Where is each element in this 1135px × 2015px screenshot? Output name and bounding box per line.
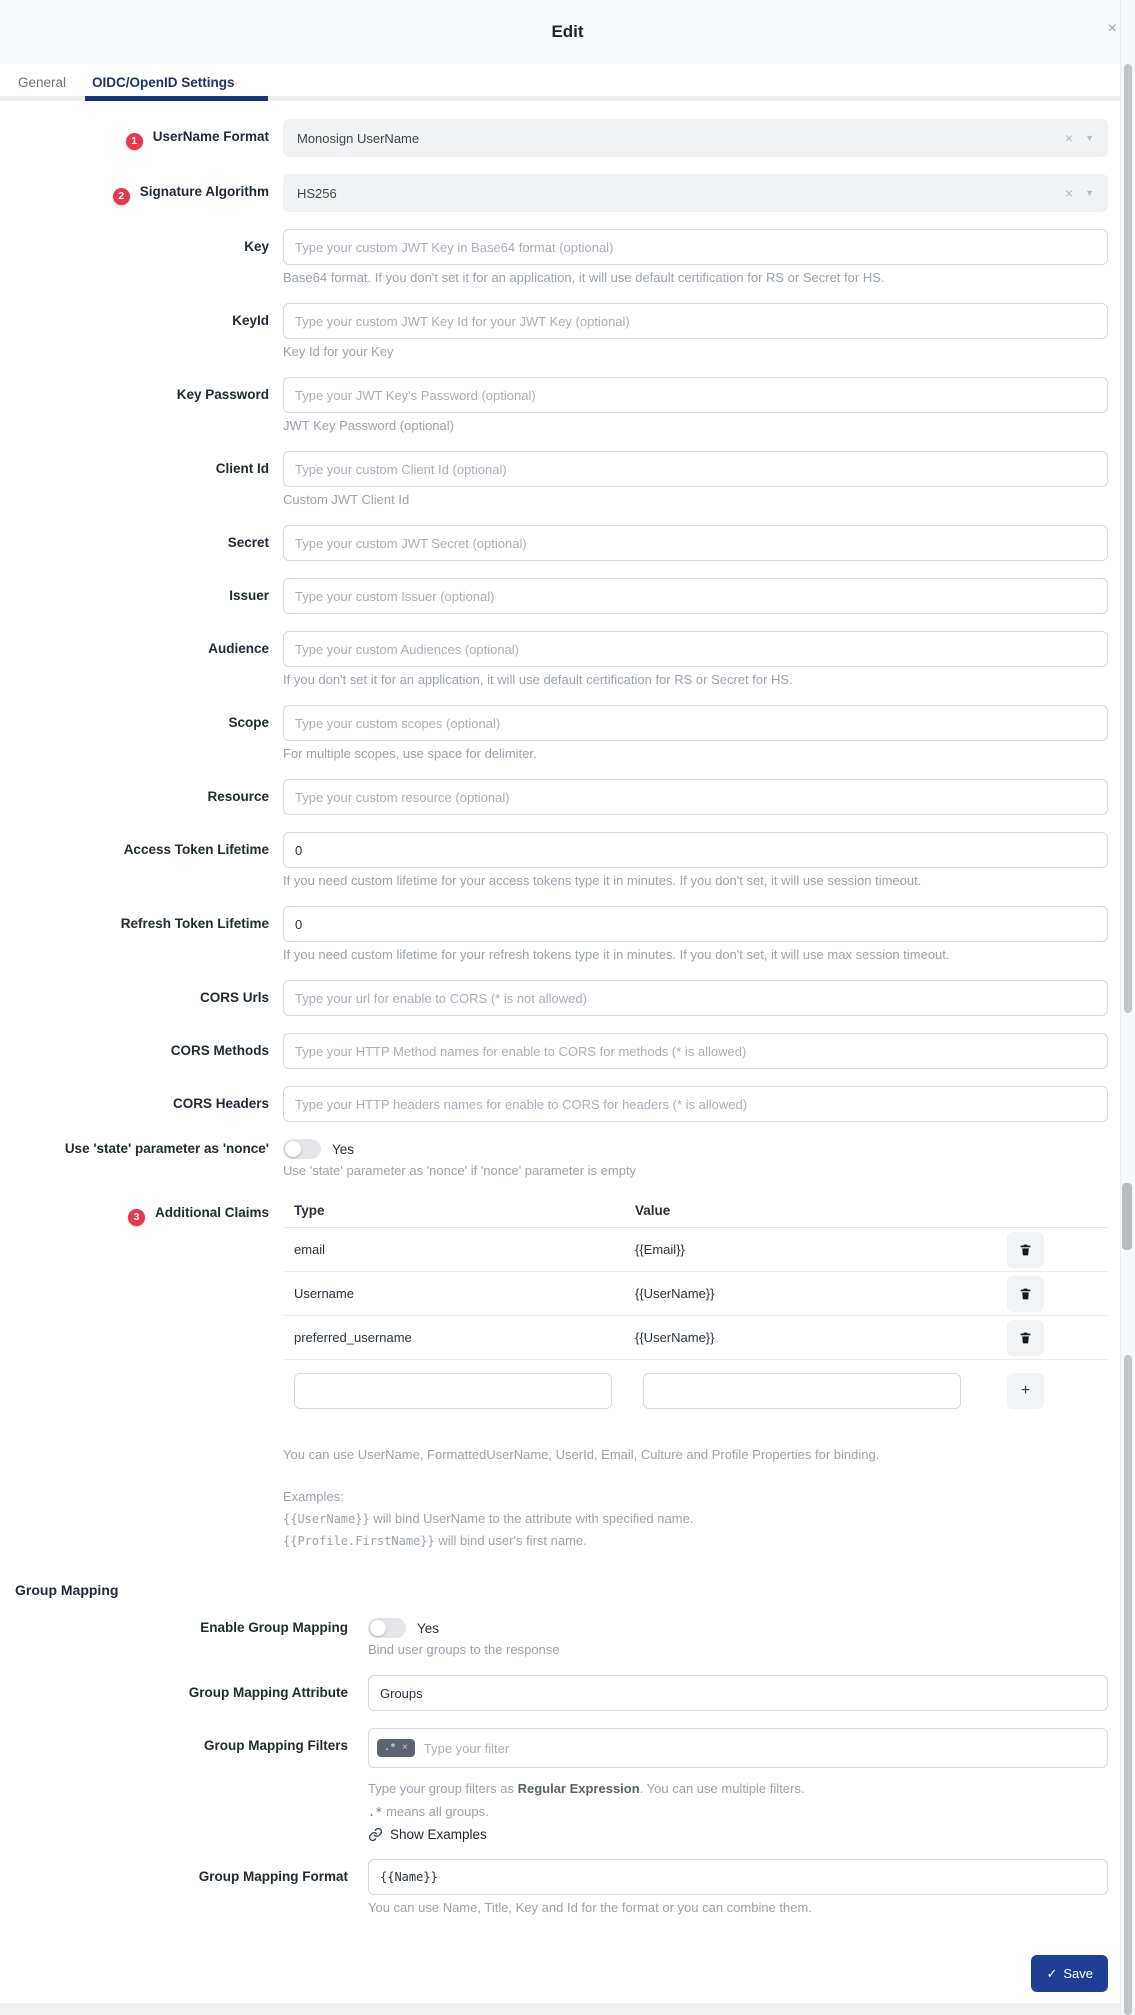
- signature-algorithm-label: 2 Signature Algorithm: [0, 174, 283, 202]
- issuer-input[interactable]: [283, 578, 1108, 614]
- client-id-help: Custom JWT Client Id: [283, 492, 410, 507]
- scrollbar-track[interactable]: [1120, 0, 1135, 2015]
- claim-value: {{UserName}}: [635, 1286, 715, 1301]
- step-badge-1: 1: [126, 133, 143, 150]
- claims-examples: [283, 1486, 1108, 1552]
- keyid-label: KeyId: [232, 313, 269, 328]
- check-icon: ✓: [1046, 1965, 1058, 1981]
- delete-claim-button[interactable]: [1007, 1232, 1044, 1268]
- scope-help: For multiple scopes, use space for delimiter.: [283, 746, 537, 761]
- claims-header-row: [283, 1203, 1108, 1228]
- group-mapping-attribute-label: Group Mapping Attribute: [188, 1685, 348, 1700]
- claim-type: preferred_username: [294, 1330, 412, 1345]
- link-icon: [368, 1827, 383, 1842]
- audience-input[interactable]: [283, 631, 1108, 667]
- client-id-label: Client Id: [215, 461, 269, 476]
- delete-claim-button[interactable]: [1007, 1320, 1044, 1356]
- client-id-input[interactable]: [283, 451, 1108, 487]
- refresh-token-lifetime-help: If you need custom lifetime for your refresh tokens type it in minutes. If you don't set, it will use max session timeout.: [283, 947, 950, 962]
- modal-header: [0, 0, 1135, 64]
- scope-input[interactable]: [283, 705, 1108, 741]
- audience-help: If you don't set it for an application, it will use default certification for RS or Secret for HS.: [283, 672, 793, 687]
- key-password-help: JWT Key Password (optional): [283, 418, 454, 433]
- username-format-value: Monosign UserName: [297, 130, 420, 146]
- refresh-token-lifetime-input[interactable]: [283, 906, 1108, 942]
- claims-col-type: Type: [294, 1203, 325, 1218]
- group-mapping-format-help: You can use Name, Title, Key and Id for the format or you can combine them.: [368, 1900, 812, 1915]
- filters-help: Type your group filters as Regular Expression. You can use multiple filters. .* means all groups.: [368, 1781, 805, 1819]
- claims-example-line: {{Profile.FirstName}} will bind user's first name.: [283, 1533, 587, 1548]
- chevron-down-icon[interactable]: ▼: [1085, 132, 1094, 143]
- refresh-token-lifetime-label: Refresh Token Lifetime: [120, 916, 269, 931]
- issuer-label: Issuer: [229, 588, 269, 603]
- scrollbar-thumb[interactable]: [1124, 1355, 1132, 2015]
- toggle-knob: [285, 1141, 301, 1157]
- keyid-help: Key Id for your Key: [283, 344, 394, 359]
- group-mapping-filters-label: Group Mapping Filters: [204, 1738, 348, 1753]
- claim-value: {{UserName}}: [635, 1330, 715, 1345]
- group-mapping-format-label: Group Mapping Format: [198, 1869, 348, 1884]
- toggle-knob: [370, 1620, 386, 1636]
- tab-active-indicator: [85, 96, 268, 101]
- access-token-lifetime-input[interactable]: [283, 832, 1108, 868]
- signature-algorithm-value: HS256: [297, 185, 337, 201]
- enable-group-mapping-toggle[interactable]: [368, 1618, 406, 1638]
- group-mapping-attribute-input[interactable]: [368, 1675, 1108, 1711]
- keyid-input[interactable]: [283, 303, 1108, 339]
- chip-remove-icon[interactable]: ×: [402, 1742, 408, 1753]
- access-token-lifetime-help: If you need custom lifetime for your access tokens type it in minutes. If you don't set, it will use session timeout.: [283, 873, 922, 888]
- plus-icon: +: [1020, 1382, 1031, 1399]
- chevron-down-icon[interactable]: ▼: [1085, 187, 1094, 198]
- claims-examples-title: Examples:: [283, 1489, 344, 1504]
- enable-group-mapping-help: Bind user groups to the response: [368, 1642, 560, 1657]
- scope-label: Scope: [228, 715, 269, 730]
- filter-chip-text: .*: [384, 1742, 397, 1753]
- additional-claims-label: 3 Additional Claims: [0, 1203, 283, 1223]
- group-mapping-format-input[interactable]: [368, 1859, 1108, 1895]
- scrollbar-thumb[interactable]: [1124, 64, 1132, 1013]
- resource-label: Resource: [207, 789, 269, 804]
- username-format-select[interactable]: [283, 119, 1108, 157]
- claims-note: You can use UserName, FormattedUserName, UserId, Email, Culture and Profile Properties for binding.: [283, 1447, 880, 1462]
- close-icon[interactable]: ×: [1107, 20, 1117, 37]
- step-badge-3: 3: [128, 1209, 145, 1226]
- trash-icon: [1019, 1331, 1032, 1345]
- tab-bar: [0, 64, 1135, 101]
- cors-headers-input[interactable]: [283, 1086, 1108, 1122]
- step-badge-2: 2: [113, 188, 130, 205]
- filters-placeholder: Type your filter: [423, 1740, 510, 1756]
- trash-icon: [1019, 1287, 1032, 1301]
- claim-row: [283, 1316, 1108, 1360]
- cors-methods-label: CORS Methods: [170, 1043, 269, 1058]
- claim-type: Username: [294, 1286, 354, 1301]
- oidc-form: [0, 101, 1135, 1552]
- key-password-label: Key Password: [176, 387, 269, 402]
- enable-group-mapping-toggle-label: Yes: [417, 1620, 440, 1636]
- cors-urls-label: CORS Urls: [199, 990, 269, 1005]
- scrollbar-thumb[interactable]: [1122, 1183, 1132, 1250]
- key-help: Base64 format. If you don't set it for an application, it will use default certification for RS or Secret for HS.: [283, 270, 885, 285]
- new-claim-value-input[interactable]: [643, 1373, 961, 1409]
- state-nonce-toggle[interactable]: [283, 1139, 321, 1159]
- cors-methods-input[interactable]: [283, 1033, 1108, 1069]
- footer-strip: [0, 2003, 1135, 2015]
- resource-input[interactable]: [283, 779, 1108, 815]
- claim-row: [283, 1228, 1108, 1272]
- filter-chip: [377, 1739, 415, 1757]
- secret-input[interactable]: [283, 525, 1108, 561]
- modal-title: Edit: [551, 22, 584, 41]
- add-claim-button[interactable]: [1007, 1373, 1044, 1409]
- save-button[interactable]: [1031, 1955, 1108, 1992]
- claim-value: {{Email}}: [635, 1242, 685, 1257]
- claims-col-value: Value: [635, 1203, 671, 1218]
- cors-urls-input[interactable]: [283, 980, 1108, 1016]
- add-claim-row: [283, 1373, 1108, 1409]
- state-nonce-toggle-label: Yes: [332, 1141, 355, 1157]
- key-input[interactable]: [283, 229, 1108, 265]
- save-button-label: Save: [1063, 1966, 1093, 1981]
- claims-example-line: {{UserName}} will bind UserName to the attribute with specified name.: [283, 1511, 694, 1526]
- key-password-input[interactable]: [283, 377, 1108, 413]
- delete-claim-button[interactable]: [1007, 1276, 1044, 1312]
- access-token-lifetime-label: Access Token Lifetime: [123, 842, 269, 857]
- claim-type: email: [294, 1242, 326, 1257]
- clear-icon[interactable]: ×: [1064, 185, 1074, 201]
- signature-algorithm-select[interactable]: [283, 174, 1108, 212]
- group-mapping-heading: Group Mapping: [15, 1582, 119, 1598]
- tab-general[interactable]: General: [18, 75, 67, 90]
- state-nonce-label: Use 'state' parameter as 'nonce': [64, 1141, 269, 1156]
- clear-icon[interactable]: ×: [1064, 130, 1074, 146]
- secret-label: Secret: [227, 535, 269, 550]
- new-claim-type-input[interactable]: [294, 1373, 612, 1409]
- username-format-label: 1 UserName Format: [0, 119, 283, 147]
- group-mapping-filters-input[interactable]: [368, 1728, 1108, 1768]
- state-nonce-help: Use 'state' parameter as 'nonce' if 'nonce' parameter is empty: [283, 1163, 637, 1178]
- tab-oidc-settings[interactable]: OIDC/OpenID Settings: [92, 75, 235, 90]
- audience-label: Audience: [208, 641, 269, 656]
- trash-icon: [1019, 1243, 1032, 1257]
- show-examples-link[interactable]: Show Examples: [368, 1827, 1108, 1842]
- key-label: Key: [244, 239, 269, 254]
- claim-row: [283, 1272, 1108, 1316]
- enable-group-mapping-label: Enable Group Mapping: [200, 1620, 348, 1635]
- claims-table: [283, 1203, 1108, 1552]
- cors-headers-label: CORS Headers: [172, 1096, 269, 1111]
